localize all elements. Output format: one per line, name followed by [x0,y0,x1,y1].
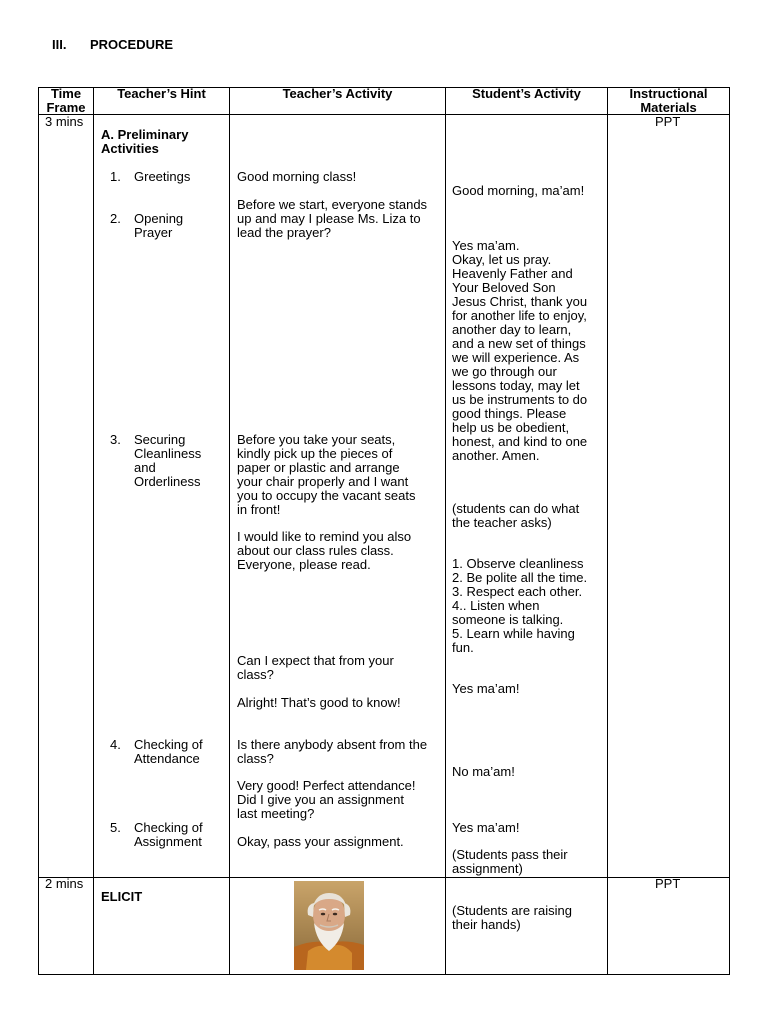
teacher-greeting: Good morning class! [237,169,357,184]
row1-hint-title: A. Preliminary Activities [101,127,189,156]
row2-hint-title: ELICIT [101,889,143,904]
student-pass-assignment: (Students pass their assignment) [452,847,568,876]
teacher-absent-question: Is there anybody absent from the class? [237,737,428,766]
student-follow-teacher: (students can do what the teacher asks) [452,501,580,530]
elder-portrait-image [294,881,364,970]
section-number: III. [52,37,67,52]
hint-number: 3. [110,432,121,447]
teacher-class-rules: I would like to remind you also about our class rules class. Everyone, please read. [237,529,412,572]
col-divider-2 [229,87,230,975]
row2-material: PPT [655,876,681,891]
hint-cleanliness: Securing Cleanliness and Orderliness [134,432,202,489]
table-border-bottom [38,974,730,975]
student-prayer: Yes ma’am. Okay, let us pray. Heavenly Father and Your Beloved Son Jesus Christ, thank you for another life to enjoy, another day to learn, and a new set of things we will experience. As we go through our lessons today, may let us be instruments to do good things. Please help us be obedient, honest, and kind to one another. Amen. [452,238,588,463]
hint-opening-prayer: Opening Prayer [134,211,184,240]
row1-material: PPT [655,114,681,129]
hint-assignment: Checking of Assignment [134,820,203,849]
header-instructional-materials: Instructional Materials [629,86,708,115]
col-border-left [38,87,39,975]
teacher-prayer-request: Before we start, everyone stands up and may I please Ms. Liza to lead the prayer? [237,197,428,240]
student-yes-expect: Yes ma’am! [452,681,520,696]
teacher-expect-question: Can I expect that from your class? [237,653,394,682]
teacher-perfect-attendance: Very good! Perfect attendance! Did I give you an assignment last meeting? [237,778,416,821]
row1-time: 3 mins [45,114,84,129]
row2-student-activity: (Students are raising their hands) [452,903,572,932]
header-time-frame: Time Frame [46,86,86,115]
col-divider-3 [445,87,446,975]
teacher-good-to-know: Alright! That’s good to know! [237,695,401,710]
header-teachers-hint: Teacher’s Hint [117,86,206,101]
col-divider-1 [93,87,94,975]
header-teachers-activity: Teacher’s Activity [282,86,393,101]
hint-number: 5. [110,820,121,835]
student-yes-assignment: Yes ma’am! [452,820,520,835]
header-students-activity: Student’s Activity [472,86,581,101]
section-title: PROCEDURE [90,37,174,52]
hint-greetings: Greetings [134,169,191,184]
hint-number: 4. [110,737,121,752]
student-greeting: Good morning, ma’am! [452,183,585,198]
teacher-pass-assignment: Okay, pass your assignment. [237,834,404,849]
student-class-rules: 1. Observe cleanliness 2. Be polite all the time. 3. Respect each other. 4.. Listen when someone is talking. 5. Learn while having fun. [452,556,588,655]
hint-number: 2. [110,211,121,226]
col-border-right [729,87,730,975]
col-divider-4 [607,87,608,975]
teacher-cleanliness-instruction: Before you take your seats, kindly pick up the pieces of paper or plastic and arrange your chair properly and I want you to occupy the vacant seats in front! [237,432,416,517]
hint-number: 1. [110,169,121,184]
hint-attendance: Checking of Attendance [134,737,203,766]
row2-time: 2 mins [45,876,84,891]
student-no-absent: No ma’am! [452,764,515,779]
row-divider [38,877,730,878]
